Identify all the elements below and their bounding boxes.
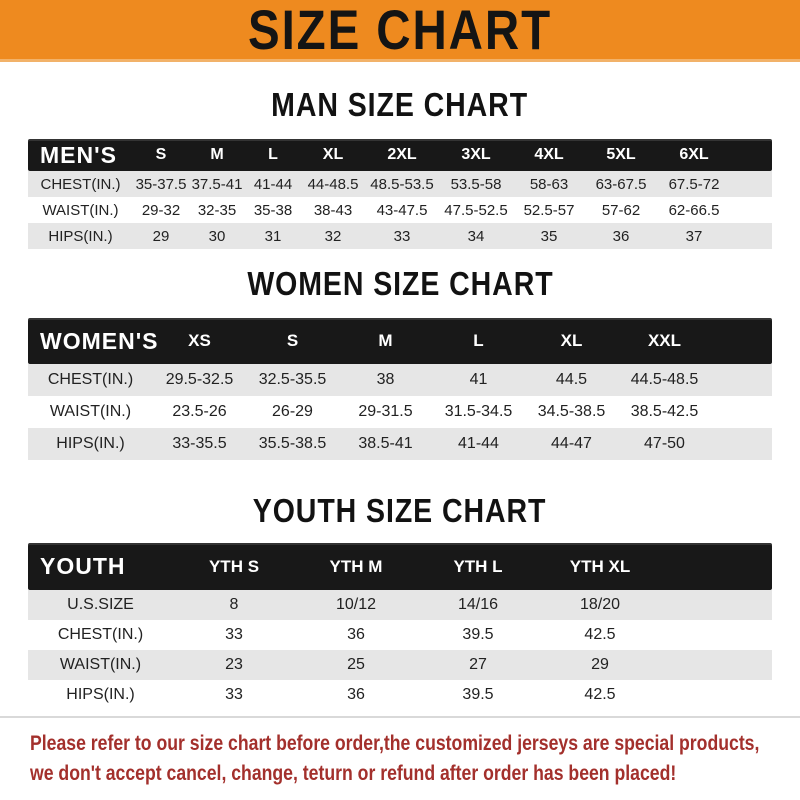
table-cell: 31 bbox=[264, 227, 282, 245]
table-cell: 18/20 bbox=[579, 596, 621, 613]
column-header: L bbox=[473, 331, 484, 350]
row-label: HIPS(IN.) bbox=[56, 435, 125, 452]
row-label: HIPS(IN.) bbox=[48, 227, 113, 245]
youth-section-heading-text: YOUTH SIZE CHART bbox=[253, 491, 547, 530]
column-header: YTH M bbox=[329, 556, 383, 576]
table-cell: 41-44 bbox=[253, 175, 293, 193]
table-cell: 27 bbox=[469, 656, 487, 673]
table-row bbox=[28, 396, 772, 428]
column-header: YTH L bbox=[453, 556, 503, 576]
table-cell: 42.5 bbox=[584, 626, 616, 643]
table-cell: 52.5-57 bbox=[523, 201, 575, 219]
row-label: CHEST(IN.) bbox=[47, 371, 134, 388]
table-cell: 26-29 bbox=[272, 403, 313, 420]
row-label: CHEST(IN.) bbox=[40, 175, 121, 193]
table-cell: 10/12 bbox=[335, 596, 377, 613]
table-cell: 29 bbox=[591, 656, 609, 673]
table-cell: 39.5 bbox=[462, 686, 494, 703]
table-cell: 67.5-72 bbox=[668, 175, 720, 193]
table-row bbox=[28, 620, 772, 650]
column-header: L bbox=[268, 146, 278, 163]
row-label: WAIST(IN.) bbox=[42, 201, 119, 219]
table-cell: 36 bbox=[347, 686, 365, 703]
table-cell: 32 bbox=[324, 227, 342, 245]
table-cell: 29-31.5 bbox=[358, 403, 413, 420]
women-section-heading bbox=[0, 266, 800, 302]
table-cell: 25 bbox=[347, 656, 365, 673]
table-cell: 29.5-32.5 bbox=[165, 371, 234, 388]
table-cell: 44-48.5 bbox=[307, 175, 359, 193]
column-header: 5XL bbox=[606, 146, 636, 163]
table-cell: 37 bbox=[685, 227, 703, 245]
table-cell: 62-66.5 bbox=[668, 201, 720, 219]
table-row bbox=[28, 590, 772, 620]
table-row bbox=[28, 650, 772, 680]
table-cell: 38-43 bbox=[313, 201, 353, 219]
column-header: 4XL bbox=[534, 146, 564, 163]
table-cell: 41-44 bbox=[458, 435, 499, 452]
table-cell: 36 bbox=[347, 626, 365, 643]
table-cell: 48.5-53.5 bbox=[370, 175, 434, 193]
table-row bbox=[28, 364, 772, 396]
table-cell: 35-37.5 bbox=[135, 175, 187, 193]
table-cell: 23 bbox=[225, 656, 243, 673]
men-size-table bbox=[28, 139, 772, 249]
table-cell: 14/16 bbox=[457, 596, 499, 613]
table-cell: 33 bbox=[225, 626, 243, 643]
column-header: S bbox=[155, 146, 167, 163]
table-cell: 63-67.5 bbox=[595, 175, 647, 193]
row-label: WAIST(IN.) bbox=[49, 403, 132, 420]
table-cell: 33 bbox=[225, 686, 243, 703]
table-cell: 44.5-48.5 bbox=[630, 371, 699, 388]
table-cell: 32.5-35.5 bbox=[258, 371, 327, 388]
table-cell: 37.5-41 bbox=[191, 175, 243, 193]
column-header: YTH XL bbox=[569, 556, 631, 576]
women-header-row bbox=[28, 318, 772, 364]
column-header: M bbox=[210, 146, 224, 163]
table-cell: 44-47 bbox=[551, 435, 592, 452]
table-cell: 39.5 bbox=[462, 626, 494, 643]
table-cell: 53.5-58 bbox=[450, 175, 502, 193]
table-row bbox=[28, 223, 772, 249]
column-header: M bbox=[378, 331, 393, 350]
column-header: MEN'S bbox=[40, 141, 117, 168]
table-cell: 35.5-38.5 bbox=[258, 435, 327, 452]
disclaimer-line-1: Please refer to our size chart before order,the customized jerseys are special products, bbox=[30, 732, 760, 755]
table-cell: 38.5-41 bbox=[358, 435, 413, 452]
table-cell: 34.5-38.5 bbox=[537, 403, 606, 420]
table-cell: 8 bbox=[229, 596, 239, 613]
column-header: S bbox=[286, 331, 299, 350]
column-header: 6XL bbox=[679, 146, 709, 163]
men-header-row bbox=[28, 139, 772, 171]
table-cell: 31.5-34.5 bbox=[444, 403, 513, 420]
table-cell: 30 bbox=[208, 227, 226, 245]
column-header: XXL bbox=[647, 331, 682, 350]
table-cell: 32-35 bbox=[197, 201, 237, 219]
table-cell: 35 bbox=[540, 227, 558, 245]
table-row bbox=[28, 197, 772, 223]
table-cell: 57-62 bbox=[601, 201, 641, 219]
table-cell: 44.5 bbox=[555, 371, 588, 388]
column-header: 3XL bbox=[461, 146, 491, 163]
table-row bbox=[28, 428, 772, 460]
table-cell: 43-47.5 bbox=[376, 201, 428, 219]
table-cell: 35-38 bbox=[253, 201, 293, 219]
table-cell: 23.5-26 bbox=[172, 403, 227, 420]
column-header: XL bbox=[560, 331, 583, 350]
column-header: XS bbox=[188, 331, 211, 350]
table-cell: 38 bbox=[376, 371, 395, 388]
banner-title: SIZE CHART bbox=[248, 0, 552, 61]
table-cell: 58-63 bbox=[529, 175, 569, 193]
row-label: HIPS(IN.) bbox=[66, 686, 135, 703]
table-cell: 29-32 bbox=[141, 201, 181, 219]
table-row bbox=[28, 680, 772, 710]
disclaimer-text bbox=[0, 716, 800, 800]
youth-header-row bbox=[28, 543, 772, 590]
row-label: U.S.SIZE bbox=[67, 596, 134, 613]
youth-size-table bbox=[28, 543, 772, 710]
men-section-heading-text: MAN SIZE CHART bbox=[271, 85, 529, 124]
column-header: YTH S bbox=[208, 556, 260, 576]
table-cell: 42.5 bbox=[584, 686, 616, 703]
table-cell: 47-50 bbox=[644, 435, 685, 452]
row-label: WAIST(IN.) bbox=[59, 656, 142, 673]
column-header: 2XL bbox=[387, 146, 417, 163]
disclaimer-line-2: we don't accept cancel, change, teturn or refund after order has been placed! bbox=[30, 762, 677, 785]
table-cell: 33 bbox=[393, 227, 411, 245]
table-cell: 34 bbox=[467, 227, 485, 245]
youth-section-heading bbox=[0, 493, 800, 529]
size-chart-banner bbox=[0, 0, 800, 62]
column-header: WOMEN'S bbox=[40, 327, 159, 354]
table-cell: 29 bbox=[152, 227, 170, 245]
table-cell: 36 bbox=[612, 227, 630, 245]
row-label: CHEST(IN.) bbox=[57, 626, 144, 643]
table-cell: 38.5-42.5 bbox=[630, 403, 699, 420]
table-cell: 33-35.5 bbox=[172, 435, 227, 452]
table-cell: 41 bbox=[469, 371, 488, 388]
column-header: YOUTH bbox=[40, 553, 126, 579]
column-header: XL bbox=[322, 146, 344, 163]
women-size-table bbox=[28, 318, 772, 460]
table-row bbox=[28, 171, 772, 197]
men-section-heading bbox=[0, 87, 800, 123]
table-cell: 47.5-52.5 bbox=[444, 201, 508, 219]
women-section-heading-text: WOMEN SIZE CHART bbox=[246, 264, 554, 303]
